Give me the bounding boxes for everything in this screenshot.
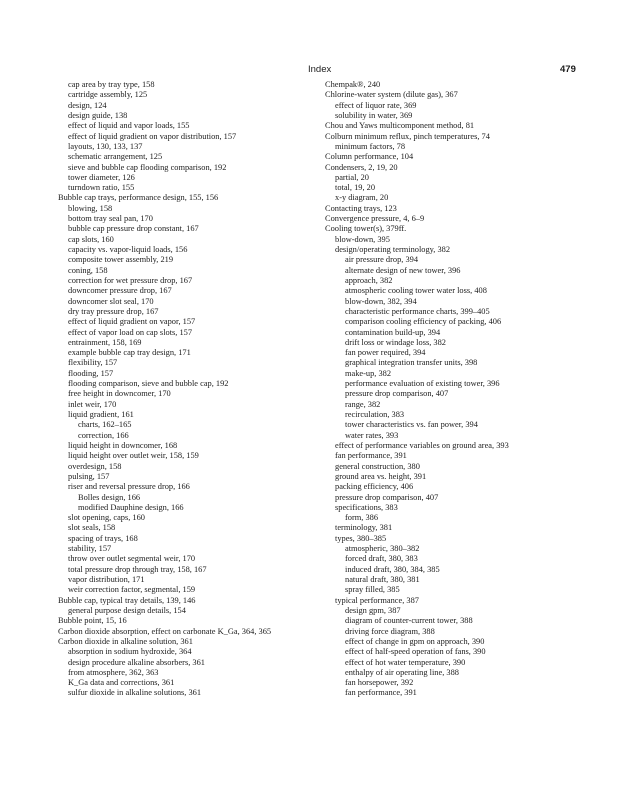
- index-entry: terminology, 381: [335, 523, 393, 533]
- index-entry: design guide, 138: [68, 110, 128, 120]
- page-title: Index: [308, 64, 332, 75]
- index-entry: solubility in water, 369: [335, 110, 413, 120]
- index-entry: dry tray pressure drop, 167: [68, 306, 159, 316]
- index-entry: example bubble cap tray design, 171: [68, 348, 191, 358]
- index-entry: types, 380–385: [335, 533, 387, 543]
- index-entry: vapor distribution, 171: [68, 575, 145, 584]
- index-entry: modified Dauphine design, 166: [78, 502, 184, 512]
- index-entry: total pressure drop through tray, 158, 167: [68, 564, 207, 574]
- index-entry: turndown ratio, 155: [68, 183, 135, 193]
- index-entry: flooding, 157: [68, 368, 114, 378]
- index-entry: effect of liquor rate, 369: [335, 100, 417, 110]
- index-entry: stability, 157: [68, 544, 112, 554]
- index-entry: schematic arrangement, 125: [68, 152, 163, 162]
- index-entry: absorption in sodium hydroxide, 364: [68, 647, 192, 657]
- index-entry: packing efficiency, 406: [335, 482, 414, 492]
- index-entry: pressure drop comparison, 407: [335, 492, 439, 502]
- index-entry: liquid height over outlet weir, 158, 159: [68, 451, 199, 461]
- index-entry: correction for wet pressure drop, 167: [68, 275, 193, 285]
- index-entry: minimum factors, 78: [335, 141, 406, 151]
- index-entry: downcomer pressure drop, 167: [68, 286, 172, 296]
- index-entry: Condensers, 2, 19, 20: [325, 162, 398, 172]
- index-entry: air pressure drop, 394: [345, 255, 419, 265]
- index-entry: alternate design of new tower, 396: [345, 265, 461, 275]
- index-entry: sieve and bubble cap flooding comparison, 192: [68, 162, 227, 172]
- index-entry: Bubble cap trays, performance design, 155, 156: [58, 193, 219, 203]
- index-entry: slot opening, caps, 160: [68, 513, 145, 523]
- index-entry: effect of performance variables on ground area, 393: [335, 440, 509, 450]
- index-entry: flooding comparison, sieve and bubble cap, 192: [68, 379, 229, 389]
- index-entry: spacing of trays, 168: [68, 533, 138, 543]
- index-entry: tower diameter, 126: [68, 172, 135, 182]
- index-entry: atmospheric cooling tower water loss, 408: [345, 286, 487, 296]
- index-entry: make-up, 382: [345, 368, 392, 378]
- index-entry: ground area vs. height, 391: [335, 471, 427, 481]
- index-entry: Chou and Yaws multicomponent method, 81: [325, 121, 475, 131]
- index-entry: Carbon dioxide in alkaline solution, 361: [58, 636, 193, 646]
- index-entry: atmospheric, 380–382: [345, 544, 420, 554]
- index-entry: correction, 166: [78, 430, 129, 440]
- index-entry: fan performance, 391: [345, 688, 417, 698]
- index-entry: cap area by tray type, 158: [68, 80, 155, 89]
- index-entry: liquid height in downcomer, 168: [68, 440, 178, 450]
- index-entry: effect of liquid and vapor loads, 155: [68, 121, 190, 131]
- index-entry: effect of liquid gradient on vapor distribution, 157: [68, 131, 237, 141]
- index-entry: induced draft, 380, 384, 385: [345, 564, 440, 574]
- index-entry: approach, 382: [345, 275, 393, 285]
- index-entry: contamination build-up, 394: [345, 327, 441, 337]
- index-entry: spray filled, 385: [345, 585, 400, 595]
- index-entry: Chlorine-water system (dilute gas), 367: [325, 90, 458, 100]
- index-entry: charts, 162–165: [78, 420, 132, 430]
- index-entry: effect of change in gpm on approach, 390: [345, 636, 485, 646]
- index-entry: effect of vapor load on cap slots, 157: [68, 327, 193, 337]
- index-entry: riser and reversal pressure drop, 166: [68, 482, 190, 492]
- index-entry: Convergence pressure, 4, 6–9: [325, 214, 425, 224]
- index-entry: downcomer slot seal, 170: [68, 296, 154, 306]
- index-entry: design/operating terminology, 382: [335, 245, 451, 254]
- index-entry: drift loss or windage loss, 382: [345, 337, 446, 347]
- index-entry: Bubble point, 15, 16: [58, 616, 127, 626]
- index-entry: form, 386: [345, 513, 379, 523]
- index-entry: total, 19, 20: [335, 183, 376, 193]
- index-entry: general purpose design details, 154: [68, 605, 186, 615]
- index-entry: recirculation, 383: [345, 410, 405, 419]
- index-entry: fan horsepower, 392: [345, 678, 414, 688]
- index-entry: liquid gradient, 161: [68, 410, 134, 419]
- index-entry: design, 124: [68, 100, 107, 110]
- index-entry: from atmosphere, 362, 363: [68, 667, 159, 677]
- index-entry: bubble cap pressure drop constant, 167: [68, 224, 199, 234]
- index-entry: enthalpy of air operating line, 388: [345, 667, 459, 677]
- index-entry: entrainment, 158, 169: [68, 337, 142, 347]
- index-entry: pulsing, 157: [68, 471, 110, 481]
- index-entry: water rates, 393: [345, 430, 399, 440]
- index-entry: pressure drop comparison, 407: [345, 389, 449, 399]
- index-entry: Bolles design, 166: [78, 492, 141, 502]
- index-column-right: [325, 80, 609, 699]
- index-entry: fan performance, 391: [335, 451, 407, 461]
- index-entry: characteristic performance charts, 399–405: [345, 306, 490, 316]
- index-entry: overdesign, 158: [68, 461, 122, 471]
- index-entry: effect of hot water temperature, 390: [345, 657, 466, 667]
- index-entry: Colburn minimum reflux, pinch temperatures, 74: [325, 131, 490, 141]
- index-entry: flexibility, 157: [68, 358, 118, 368]
- index-entry: range, 382: [345, 399, 381, 409]
- index-entry: cartridge assembly, 125: [68, 90, 148, 100]
- index-entry: diagram of counter-current tower, 388: [345, 616, 473, 626]
- index-entry: natural draft, 380, 381: [345, 575, 420, 584]
- index-entry: layouts, 130, 133, 137: [68, 141, 143, 151]
- index-entry: K_Ga data and corrections, 361: [68, 678, 175, 688]
- index-entry: general construction, 380: [335, 461, 420, 471]
- index-entry: typical performance, 387: [335, 595, 419, 605]
- index-entry: partial, 20: [335, 172, 369, 182]
- index-entry: comparison cooling efficiency of packing, 406: [345, 317, 502, 327]
- index-entry: bottom tray seal pan, 170: [68, 214, 153, 224]
- index-entry: composite tower assembly, 219: [68, 255, 174, 265]
- index-entry: capacity vs. vapor-liquid loads, 156: [68, 245, 188, 254]
- index-entry: sulfur dioxide in alkaline solutions, 361: [68, 688, 202, 698]
- page-number: 479: [560, 64, 576, 75]
- index-entry: Column performance, 104: [325, 152, 414, 162]
- index-entry: Contacting trays, 123: [325, 203, 397, 213]
- index-entry: slot seals, 158: [68, 523, 116, 533]
- index-entry: Cooling tower(s), 379ff.: [325, 224, 407, 234]
- index-entry: effect of half-speed operation of fans, 390: [345, 647, 486, 657]
- index-entry: effect of liquid gradient on vapor, 157: [68, 317, 196, 327]
- index-entry: forced draft, 380, 383: [345, 554, 418, 564]
- index-entry: x-y diagram, 20: [335, 193, 389, 203]
- index-entry: inlet weir, 170: [68, 399, 117, 409]
- index-entry: specifications, 383: [335, 502, 398, 512]
- index-entry: Chempak®, 240: [325, 80, 381, 89]
- index-entry: Carbon dioxide absorption, effect on carbonate K_Ga, 364, 365: [58, 626, 272, 636]
- index-entry: blowing, 158: [68, 203, 113, 213]
- index-entry: weir correction factor, segmental, 159: [68, 585, 196, 595]
- index-entry: free height in downcomer, 170: [68, 389, 171, 399]
- index-entry: throw over outlet segmental weir, 170: [68, 554, 196, 564]
- index-entry: coning, 158: [68, 265, 108, 275]
- index-entry: fan power required, 394: [345, 348, 426, 358]
- index-entry: graphical integration transfer units, 398: [345, 358, 478, 368]
- index-entry: blow-down, 395: [335, 234, 390, 244]
- index-entry: design gpm, 387: [345, 605, 401, 615]
- index-entry: cap slots, 160: [68, 234, 114, 244]
- index-entry: blow-down, 382, 394: [345, 296, 417, 306]
- index-column-left: [58, 80, 342, 699]
- index-entry: design procedure alkaline absorbers, 361: [68, 657, 205, 667]
- index-entry: Bubble cap, typical tray details, 139, 146: [58, 595, 196, 605]
- index-entry: tower characteristics vs. fan power, 394: [345, 420, 478, 430]
- index-entry: performance evaluation of existing tower, 396: [345, 379, 500, 389]
- index-entry: driving force diagram, 388: [345, 626, 435, 636]
